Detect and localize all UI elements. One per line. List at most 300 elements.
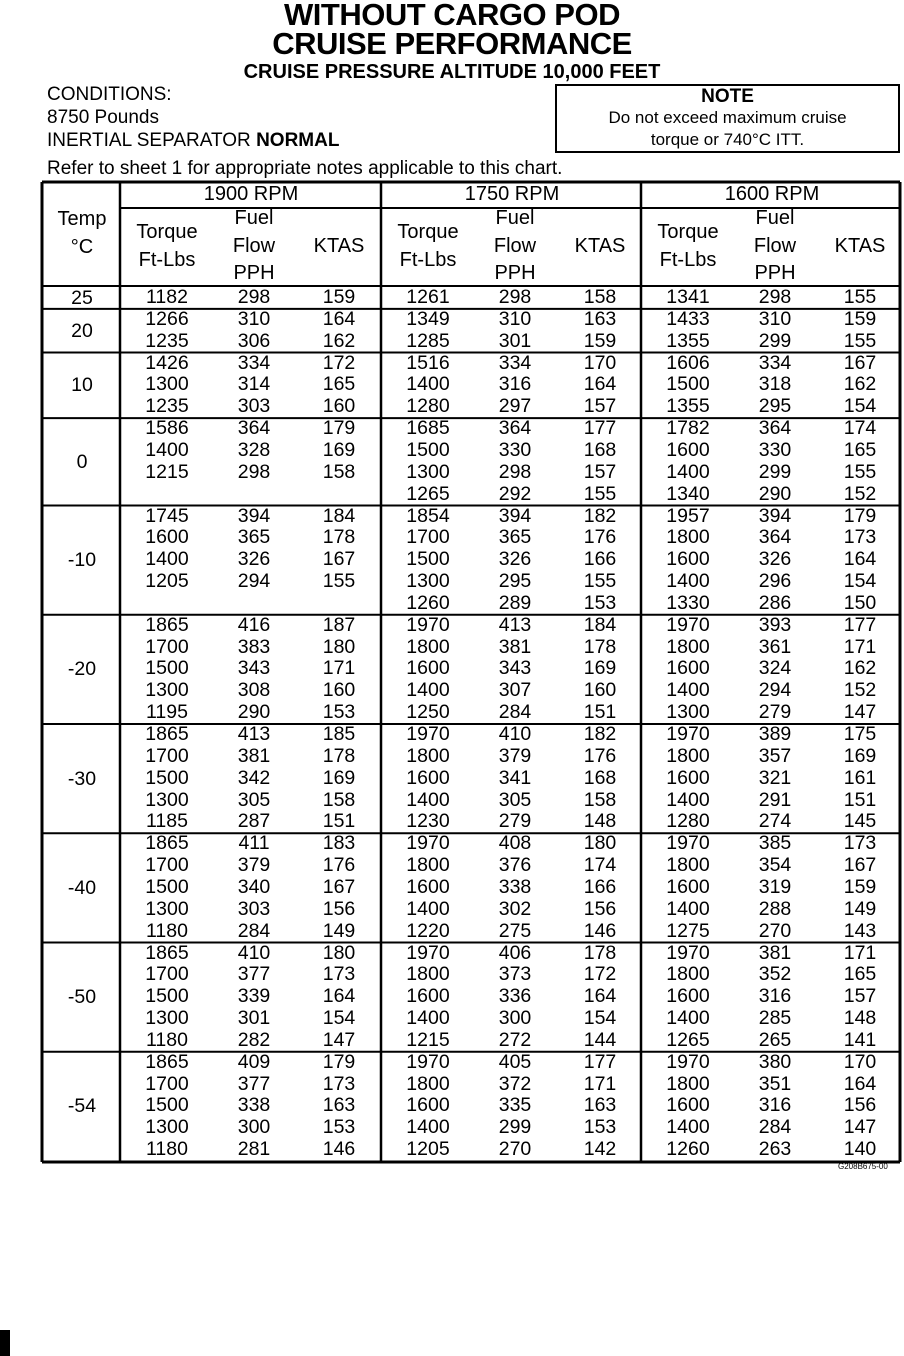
separator-value: NORMAL	[256, 130, 340, 151]
fuel-flow-value: 365	[498, 526, 532, 549]
torque-value: 1600	[666, 875, 710, 898]
torque-value: 1300	[666, 701, 710, 724]
fuel-flow-value: 284	[498, 701, 532, 724]
fuel-flow-value: 406	[498, 941, 532, 964]
ktas-value: 182	[583, 504, 617, 527]
fuel-flow-value: 330	[498, 438, 532, 461]
fuel-flow-value: 298	[237, 286, 271, 308]
torque-value: 1400	[666, 1116, 710, 1139]
ktas-value: 149	[322, 919, 356, 942]
ktas-value: 148	[583, 810, 617, 833]
fuel-flow-value: 321	[758, 766, 792, 789]
fuel-flow-value: 343	[237, 657, 271, 680]
fuel-flow-value: 393	[758, 613, 792, 636]
ktas-value: 163	[583, 1094, 617, 1117]
ktas-value: 155	[843, 286, 877, 308]
temp-value: 20	[71, 319, 93, 342]
ktas-value: 146	[322, 1138, 356, 1161]
fuel-flow-value: 336	[498, 985, 532, 1008]
ktas-value: 157	[843, 985, 877, 1008]
torque-value: 1600	[406, 766, 450, 789]
ktas-value: 178	[583, 941, 617, 964]
fuel-flow-value: 286	[758, 591, 792, 614]
fuel-flow-value: 263	[758, 1138, 792, 1161]
ktas-value: 164	[843, 548, 877, 571]
ktas-value: 147	[843, 701, 877, 724]
torque-value: 1600	[406, 875, 450, 898]
page-subtitle: CRUISE PRESSURE ALTITUDE 10,000 FEET	[243, 61, 661, 83]
fuel-flow-value: 326	[237, 548, 271, 571]
separator-prefix: INERTIAL SEPARATOR	[47, 130, 257, 151]
torque-value: 1970	[406, 723, 450, 745]
torque-value: 1800	[406, 744, 450, 767]
torque-value: 1800	[666, 1072, 710, 1095]
torque-unit-header: Ft-Lbs	[399, 249, 457, 271]
fuel-flow-value: 318	[758, 373, 792, 396]
torque-value: 1700	[145, 963, 189, 986]
fuel-flow-value: 307	[498, 679, 532, 702]
note-title: NOTE	[701, 86, 754, 107]
fuel-header: Fuel	[755, 207, 795, 229]
fuel-flow-value: 394	[237, 504, 271, 527]
torque-value: 1800	[666, 854, 710, 877]
refer-note: Refer to sheet 1 for appropriate notes applicable to this chart.	[47, 158, 563, 179]
fuel-flow-header: Flow	[493, 235, 537, 257]
fuel-flow-value: 364	[758, 526, 792, 549]
ktas-value: 159	[322, 286, 356, 308]
fuel-flow-value: 292	[498, 482, 532, 505]
fuel-flow-value: 379	[498, 744, 532, 767]
fuel-flow-value: 302	[498, 897, 532, 920]
torque-unit-header: Ft-Lbs	[138, 249, 196, 271]
fuel-flow-value: 409	[237, 1050, 271, 1073]
rpm-header: 1600 RPM	[724, 183, 820, 205]
fuel-flow-value: 416	[237, 613, 271, 636]
torque-value: 1600	[406, 657, 450, 680]
ktas-value: 163	[322, 1094, 356, 1117]
torque-value: 1400	[406, 1116, 450, 1139]
ktas-value: 177	[843, 613, 877, 636]
torque-value: 1500	[145, 985, 189, 1008]
fuel-flow-value: 295	[498, 570, 532, 593]
ktas-value: 187	[322, 613, 356, 636]
ktas-value: 173	[322, 1072, 356, 1095]
figure-id: G208B675-00	[838, 1162, 888, 1171]
ktas-value: 160	[583, 679, 617, 702]
ktas-value: 145	[843, 810, 877, 833]
fuel-flow-header: Flow	[232, 235, 276, 257]
conditions-label: CONDITIONS:	[47, 84, 172, 105]
fuel-flow-value: 295	[758, 395, 792, 418]
torque-value: 1970	[666, 1050, 710, 1073]
torque-value: 1586	[145, 417, 189, 440]
fuel-flow-value: 310	[758, 307, 792, 330]
fuel-flow-value: 282	[237, 1028, 271, 1051]
fuel-flow-value: 380	[758, 1050, 792, 1073]
ktas-value: 172	[322, 351, 356, 374]
ktas-value: 154	[843, 570, 877, 593]
fuel-flow-value: 410	[498, 723, 532, 745]
ktas-value: 171	[843, 635, 877, 658]
ktas-value: 166	[583, 548, 617, 571]
fuel-flow-value: 310	[237, 307, 271, 330]
ktas-value: 152	[843, 679, 877, 702]
torque-value: 1800	[666, 526, 710, 549]
ktas-value: 161	[843, 766, 877, 789]
torque-value: 1400	[406, 373, 450, 396]
fuel-flow-value: 364	[758, 417, 792, 440]
fuel-flow-value: 328	[237, 438, 271, 461]
torque-value: 1265	[406, 482, 450, 505]
fuel-flow-value: 285	[758, 1007, 792, 1030]
torque-value: 1865	[145, 723, 189, 745]
torque-value: 1180	[146, 1028, 188, 1051]
ktas-value: 171	[843, 941, 877, 964]
torque-value: 1400	[145, 438, 189, 461]
ktas-value: 169	[843, 744, 877, 767]
note-line2: torque or 740°C ITT.	[650, 130, 805, 149]
ktas-value: 153	[322, 1116, 356, 1139]
ktas-value: 179	[322, 417, 356, 440]
torque-value: 1970	[666, 613, 710, 636]
ktas-value: 156	[583, 897, 617, 920]
torque-value: 1600	[666, 766, 710, 789]
torque-value: 1600	[666, 548, 710, 571]
note-line1: Do not exceed maximum cruise	[608, 108, 847, 127]
ktas-value: 155	[843, 329, 877, 352]
ktas-value: 153	[583, 1116, 617, 1139]
fuel-flow-value: 308	[237, 679, 271, 702]
fuel-flow-value: 343	[498, 657, 532, 680]
fuel-flow-value: 335	[498, 1094, 532, 1117]
fuel-flow-value: 314	[237, 373, 271, 396]
ktas-value: 163	[583, 307, 617, 330]
temp-value: -10	[67, 549, 97, 572]
fuel-header: Fuel	[234, 207, 274, 229]
fuel-flow-value: 301	[498, 329, 532, 352]
fuel-unit-header: PPH	[754, 262, 796, 284]
fuel-flow-value: 299	[758, 460, 792, 483]
torque-value: 1970	[406, 613, 450, 636]
ktas-value: 180	[583, 832, 617, 855]
fuel-flow-value: 316	[758, 1094, 792, 1117]
torque-value: 1195	[146, 701, 188, 724]
torque-value: 1265	[666, 1028, 710, 1051]
torque-value: 1600	[406, 985, 450, 1008]
temp-value: 0	[76, 450, 88, 473]
ktas-value: 171	[583, 1072, 617, 1095]
fuel-flow-value: 300	[237, 1116, 271, 1139]
torque-value: 1800	[406, 635, 450, 658]
fuel-flow-value: 298	[498, 286, 532, 308]
ktas-value: 175	[843, 723, 877, 745]
torque-value: 1865	[145, 832, 189, 855]
torque-value: 1400	[406, 1007, 450, 1030]
ktas-value: 169	[322, 438, 356, 461]
torque-value: 1970	[406, 832, 450, 855]
torque-value: 1400	[406, 679, 450, 702]
torque-value: 1400	[666, 570, 710, 593]
torque-value: 1957	[666, 504, 710, 527]
fuel-flow-value: 301	[237, 1007, 271, 1030]
ktas-value: 155	[583, 570, 617, 593]
ktas-value: 154	[583, 1007, 617, 1030]
ktas-header: KTAS	[834, 235, 886, 257]
fuel-flow-value: 305	[498, 788, 532, 811]
torque-value: 1700	[145, 635, 189, 658]
ktas-value: 154	[322, 1007, 356, 1030]
fuel-flow-value: 413	[498, 613, 532, 636]
rpm-header: 1900 RPM	[203, 183, 299, 205]
fuel-flow-value: 373	[498, 963, 532, 986]
temp-value: -20	[67, 658, 97, 681]
torque-value: 1426	[145, 351, 189, 374]
torque-value: 1800	[406, 854, 450, 877]
fuel-flow-value: 296	[758, 570, 792, 593]
fuel-flow-value: 342	[237, 766, 271, 789]
torque-value: 1782	[666, 417, 710, 440]
torque-value: 1433	[666, 307, 710, 330]
torque-value: 1600	[666, 985, 710, 1008]
torque-value: 1300	[145, 1116, 189, 1139]
torque-value: 1400	[666, 788, 710, 811]
ktas-value: 154	[843, 395, 877, 418]
fuel-flow-value: 270	[498, 1138, 532, 1161]
ktas-value: 164	[322, 307, 356, 330]
ktas-value: 155	[843, 460, 877, 483]
ktas-value: 184	[322, 504, 356, 527]
ktas-value: 158	[583, 286, 617, 308]
fuel-unit-header: PPH	[233, 262, 275, 284]
ktas-value: 176	[583, 744, 617, 767]
fuel-flow-value: 376	[498, 854, 532, 877]
ktas-value: 144	[583, 1028, 617, 1051]
ktas-value: 159	[843, 307, 877, 330]
fuel-flow-value: 413	[237, 723, 271, 745]
torque-value: 1235	[145, 329, 189, 352]
fuel-flow-value: 310	[498, 307, 532, 330]
torque-value: 1215	[145, 460, 189, 483]
torque-value: 1266	[145, 307, 189, 330]
torque-value: 1865	[145, 613, 189, 636]
fuel-flow-value: 410	[237, 941, 271, 964]
fuel-flow-value: 334	[237, 351, 271, 374]
temp-value: 10	[71, 374, 93, 397]
torque-value: 1400	[666, 460, 710, 483]
fuel-flow-value: 303	[237, 897, 271, 920]
fuel-flow-value: 284	[237, 919, 271, 942]
temp-value: -30	[67, 767, 97, 790]
fuel-flow-value: 411	[238, 832, 270, 855]
torque-value: 1500	[145, 875, 189, 898]
torque-value: 1261	[406, 286, 450, 308]
ktas-value: 162	[843, 657, 877, 680]
fuel-flow-value: 298	[498, 460, 532, 483]
torque-header: Torque	[136, 221, 198, 243]
fuel-flow-value: 319	[758, 875, 792, 898]
ktas-value: 164	[583, 373, 617, 396]
torque-value: 1340	[666, 482, 710, 505]
fuel-flow-value: 281	[237, 1138, 271, 1161]
ktas-value: 169	[583, 657, 617, 680]
fuel-flow-value: 372	[498, 1072, 532, 1095]
torque-value: 1800	[666, 635, 710, 658]
ktas-value: 167	[322, 548, 356, 571]
temp-value: -54	[67, 1095, 97, 1118]
fuel-flow-value: 300	[498, 1007, 532, 1030]
fuel-unit-header: PPH	[494, 262, 536, 284]
ktas-value: 143	[843, 919, 877, 942]
fuel-flow-header: Flow	[753, 235, 797, 257]
fuel-flow-value: 357	[758, 744, 792, 767]
fuel-flow-value: 305	[237, 788, 271, 811]
torque-value: 1500	[145, 657, 189, 680]
fuel-flow-value: 279	[498, 810, 532, 833]
rpm-header: 1750 RPM	[464, 183, 560, 205]
torque-value: 1685	[406, 417, 450, 440]
ktas-value: 174	[583, 854, 617, 877]
torque-value: 1300	[145, 1007, 189, 1030]
ktas-value: 156	[322, 897, 356, 920]
ktas-value: 180	[322, 635, 356, 658]
fuel-flow-value: 275	[498, 919, 532, 942]
temp-value: -40	[67, 876, 97, 899]
torque-value: 1300	[145, 897, 189, 920]
ktas-value: 184	[583, 613, 617, 636]
fuel-flow-value: 291	[758, 788, 792, 811]
fuel-header: Fuel	[495, 207, 535, 229]
temp-unit-header: °C	[70, 236, 94, 258]
torque-value: 1700	[145, 854, 189, 877]
fuel-flow-value: 298	[237, 460, 271, 483]
torque-value: 1400	[406, 788, 450, 811]
torque-value: 1235	[145, 395, 189, 418]
torque-value: 1600	[666, 1094, 710, 1117]
torque-value: 1800	[406, 963, 450, 986]
torque-value: 1285	[406, 329, 450, 352]
fuel-flow-value: 289	[498, 591, 532, 614]
ktas-value: 151	[843, 788, 877, 811]
ktas-value: 157	[583, 460, 617, 483]
torque-value: 1800	[666, 963, 710, 986]
torque-value: 1970	[666, 832, 710, 855]
ktas-value: 176	[583, 526, 617, 549]
ktas-value: 153	[583, 591, 617, 614]
torque-value: 1300	[406, 460, 450, 483]
ktas-value: 158	[583, 788, 617, 811]
fuel-flow-value: 294	[758, 679, 792, 702]
fuel-flow-value: 381	[237, 744, 271, 767]
fuel-flow-value: 298	[758, 286, 792, 308]
ktas-value: 182	[583, 723, 617, 745]
torque-value: 1280	[406, 395, 450, 418]
torque-value: 1600	[406, 1094, 450, 1117]
torque-value: 1300	[145, 373, 189, 396]
ktas-value: 165	[843, 438, 877, 461]
torque-value: 1180	[146, 1138, 188, 1161]
torque-value: 1300	[145, 788, 189, 811]
torque-value: 1700	[145, 1072, 189, 1095]
fuel-flow-value: 339	[237, 985, 271, 1008]
torque-value: 1185	[146, 810, 188, 833]
ktas-value: 170	[843, 1050, 877, 1073]
temp-value: -50	[67, 986, 97, 1009]
fuel-flow-value: 326	[498, 548, 532, 571]
ktas-value: 178	[583, 635, 617, 658]
fuel-flow-value: 383	[237, 635, 271, 658]
torque-value: 1349	[406, 307, 450, 330]
fuel-flow-value: 330	[758, 438, 792, 461]
fuel-flow-value: 394	[498, 504, 532, 527]
ktas-value: 162	[322, 329, 356, 352]
fuel-flow-value: 389	[758, 723, 792, 745]
ktas-value: 171	[322, 657, 356, 680]
torque-value: 1275	[666, 919, 710, 942]
fuel-flow-value: 354	[758, 854, 792, 877]
fuel-flow-value: 364	[237, 417, 271, 440]
ktas-value: 183	[322, 832, 356, 855]
ktas-value: 165	[843, 963, 877, 986]
torque-value: 1250	[406, 701, 450, 724]
torque-value: 1280	[666, 810, 710, 833]
ktas-value: 151	[583, 701, 617, 724]
ktas-value: 164	[843, 1072, 877, 1095]
torque-value: 1355	[666, 329, 710, 352]
ktas-value: 167	[843, 854, 877, 877]
ktas-value: 141	[843, 1028, 877, 1051]
page-edge-mark	[0, 1330, 10, 1356]
fuel-flow-value: 351	[758, 1072, 792, 1095]
ktas-value: 157	[583, 395, 617, 418]
fuel-flow-value: 338	[498, 875, 532, 898]
torque-value: 1500	[666, 373, 710, 396]
fuel-flow-value: 381	[758, 941, 792, 964]
fuel-flow-value: 326	[758, 548, 792, 571]
ktas-value: 167	[843, 351, 877, 374]
fuel-flow-value: 265	[758, 1028, 792, 1051]
fuel-flow-value: 284	[758, 1116, 792, 1139]
fuel-flow-value: 361	[758, 635, 792, 658]
ktas-value: 140	[843, 1138, 877, 1161]
ktas-value: 142	[583, 1138, 617, 1161]
torque-value: 1300	[406, 570, 450, 593]
torque-value: 1400	[145, 548, 189, 571]
fuel-flow-value: 381	[498, 635, 532, 658]
ktas-value: 168	[583, 766, 617, 789]
torque-value: 1700	[145, 744, 189, 767]
ktas-value: 160	[322, 395, 356, 418]
torque-value: 1600	[145, 526, 189, 549]
ktas-value: 155	[583, 482, 617, 505]
fuel-flow-value: 279	[758, 701, 792, 724]
fuel-flow-value: 274	[758, 810, 792, 833]
temp-value: 25	[71, 286, 93, 309]
torque-unit-header: Ft-Lbs	[659, 249, 717, 271]
ktas-value: 173	[843, 526, 877, 549]
ktas-value: 162	[843, 373, 877, 396]
torque-value: 1800	[406, 1072, 450, 1095]
ktas-value: 150	[843, 591, 877, 614]
torque-value: 1970	[666, 723, 710, 745]
fuel-flow-value: 394	[758, 504, 792, 527]
torque-value: 1205	[145, 570, 189, 593]
ktas-value: 178	[322, 526, 356, 549]
ktas-value: 146	[583, 919, 617, 942]
fuel-flow-value: 338	[237, 1094, 271, 1117]
torque-value: 1220	[406, 919, 450, 942]
fuel-flow-value: 303	[237, 395, 271, 418]
torque-header: Torque	[397, 221, 459, 243]
